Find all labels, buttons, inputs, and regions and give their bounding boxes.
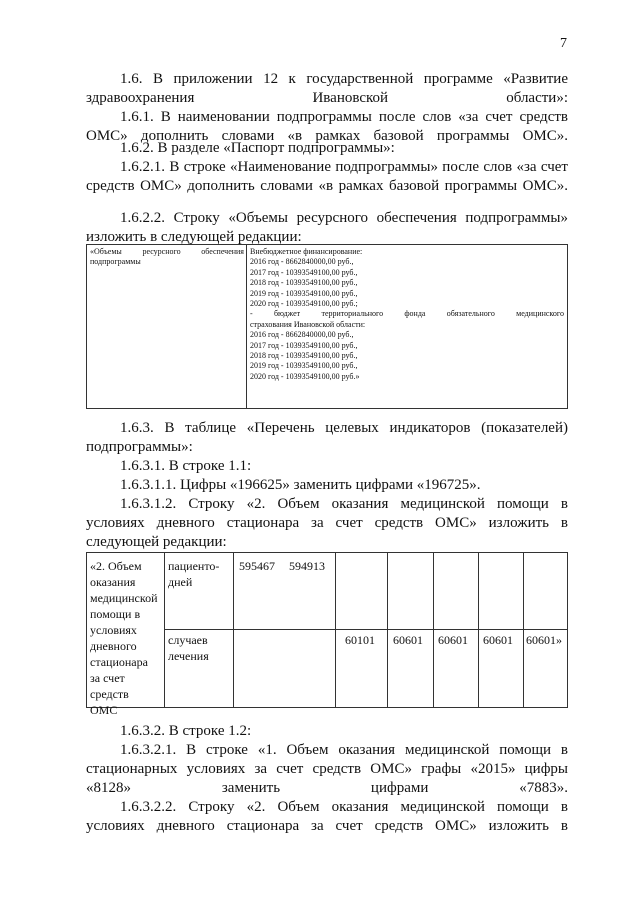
unit-line: лечения bbox=[168, 649, 209, 663]
paragraph-1-6-2: 1.6.2. В разделе «Паспорт подпрограммы»: bbox=[120, 140, 395, 156]
resource-table-label: «Объемы ресурсного обеспечения подпрограммы bbox=[87, 245, 247, 408]
resource-line: Внебюджетное финансирование: bbox=[250, 247, 363, 256]
resource-line: 2019 год - 10393549100,00 руб., bbox=[250, 288, 358, 298]
paragraph-1-6-3-2-2: 1.6.3.2.2. Строку «2. Объем оказания медицинской помощи в условиях дневного стационара за счет средств ОМС» изложить в bbox=[86, 799, 568, 834]
indicator-name-line: условиях bbox=[90, 623, 137, 637]
row2-value: 60101 bbox=[345, 633, 375, 647]
table-row-divider bbox=[164, 629, 567, 630]
unit-line: дней bbox=[168, 575, 193, 589]
indicator-name bbox=[90, 558, 158, 718]
resource-line: 2018 год - 10393549100,00 руб., bbox=[250, 351, 358, 361]
table-divider bbox=[233, 553, 234, 707]
resource-line: страхования Ивановской области: bbox=[250, 319, 366, 329]
row2-value: 60601 bbox=[438, 633, 468, 647]
resource-line: 2017 год - 10393549100,00 руб., bbox=[250, 267, 358, 277]
resource-line: 2017 год - 10393549100,00 руб., bbox=[250, 340, 358, 350]
resource-line: 2020 год - 10393549100,00 руб.; bbox=[250, 299, 358, 309]
resource-table-values bbox=[247, 245, 567, 408]
indicator-table bbox=[86, 552, 568, 717]
unit-line: случаев bbox=[168, 633, 208, 647]
unit-cases bbox=[168, 632, 209, 664]
indicator-name-line: дневного bbox=[90, 639, 137, 653]
indicator-name-line: средств bbox=[90, 687, 129, 701]
paragraph-1-6-3-2: 1.6.3.2. В строке 1.2: bbox=[120, 723, 252, 739]
row2-value: 60601» bbox=[526, 633, 562, 647]
resource-line: 2016 год - 8662840000,00 руб., bbox=[250, 330, 354, 340]
resource-table bbox=[86, 244, 568, 409]
indicator-name-line: ОМС bbox=[90, 703, 118, 717]
table-divider bbox=[478, 553, 479, 707]
resource-line: 2016 год - 8662840000,00 руб., bbox=[250, 257, 354, 267]
indicator-name-line: помощи в bbox=[90, 607, 141, 621]
unit-patient-days bbox=[168, 558, 219, 590]
table-divider bbox=[523, 553, 524, 707]
unit-line: пациенто- bbox=[168, 559, 220, 573]
paragraph-1-6-3-2-1: 1.6.3.2.1. В строке «1. Объем оказания медицинской помощи в стационарных условиях за счет средств ОМС» графы «2015» цифры «8128» заменить цифрами «7883». bbox=[86, 742, 568, 796]
row2-value: 60601 bbox=[393, 633, 423, 647]
paragraph-1-6-3: 1.6.3. В таблице «Перечень целевых индикаторов (показателей) подпрограммы»: bbox=[86, 420, 568, 455]
paragraph-1-6-1: 1.6.1. В наименовании подпрограммы после слов «за счет средств ОМС» дополнить словами «в рамках базовой программы ОМС». bbox=[86, 109, 568, 144]
paragraph-1-6-2-2: 1.6.2.2. Строку «Объемы ресурсного обеспечения подпрограммы» изложить в следующей редакции: bbox=[86, 210, 568, 245]
paragraph-1-6-2-1: 1.6.2.1. В строке «Наименование подпрограммы» после слов «за счет средств ОМС» дополнить словами «в рамках базовой программы ОМС». bbox=[86, 159, 568, 194]
resource-line: 2019 год - 10393549100,00 руб., bbox=[250, 361, 358, 371]
row2-value: 60601 bbox=[483, 633, 513, 647]
page-number: 7 bbox=[560, 36, 567, 51]
row1-value: 595467 bbox=[239, 559, 275, 573]
paragraph-1-6-3-1-1: 1.6.3.1.1. Цифры «196625» заменить цифрами «196725». bbox=[120, 477, 481, 493]
indicator-name-line: за счет bbox=[90, 671, 125, 685]
resource-line: 2020 год - 10393549100,00 руб.» bbox=[250, 371, 360, 381]
table-divider bbox=[164, 553, 165, 707]
indicator-name-line: медицинской bbox=[90, 591, 158, 605]
paragraph-1-6: 1.6. В приложении 12 к государственной программе «Развитие здравоохранения Ивановской области»: bbox=[86, 71, 568, 106]
table-divider bbox=[335, 553, 336, 707]
row1-value: 594913 bbox=[289, 559, 325, 573]
table-divider bbox=[387, 553, 388, 707]
paragraph-1-6-3-1: 1.6.3.1. В строке 1.1: bbox=[120, 458, 252, 474]
indicator-name-line: стационара bbox=[90, 655, 148, 669]
indicator-name-line: «2. Объем bbox=[90, 559, 142, 573]
resource-line: 2018 год - 10393549100,00 руб., bbox=[250, 278, 358, 288]
table-divider bbox=[433, 553, 434, 707]
indicator-name-line: оказания bbox=[90, 575, 136, 589]
paragraph-1-6-3-1-2: 1.6.3.1.2. Строку «2. Объем оказания медицинской помощи в условиях дневного стационара за счет средств ОМС» изложить в следующей редакции: bbox=[86, 496, 568, 550]
resource-line: - бюджет территориального фонда обязательного медицинского bbox=[250, 309, 564, 319]
